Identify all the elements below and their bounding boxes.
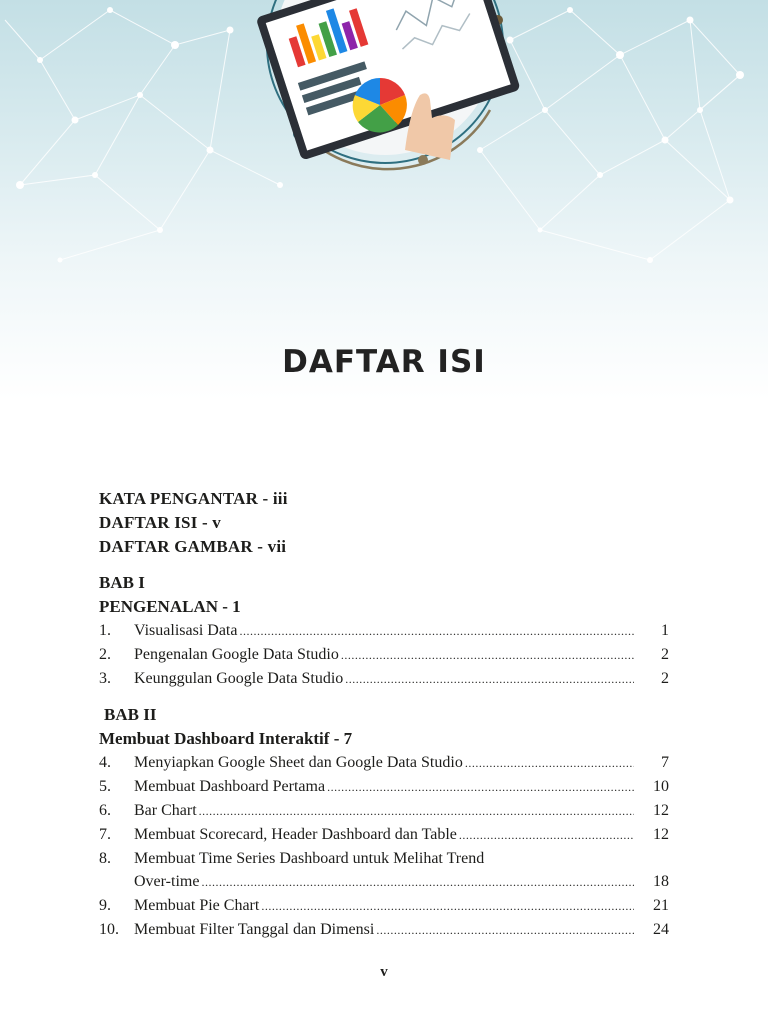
entry-page-number: 7 <box>661 754 669 771</box>
chapter-2 <box>99 703 671 942</box>
entry-number: 10. <box>99 921 119 938</box>
entry-number: 9. <box>99 897 111 914</box>
entry-page-number: 2 <box>661 646 669 663</box>
dot-leader <box>459 823 634 847</box>
toc-entry[interactable] <box>99 894 671 918</box>
entry-page-number: 10 <box>653 778 669 795</box>
entry-title: Bar Chart <box>134 802 197 819</box>
entry-number: 6. <box>99 802 111 819</box>
front-matter-item[interactable]: DAFTAR ISI - v <box>99 513 221 532</box>
toc-entry[interactable] <box>99 643 671 667</box>
toc-entry[interactable] <box>99 619 671 643</box>
entry-title: Menyiapkan Google Sheet dan Google Data Studio <box>134 754 463 771</box>
chapter-title[interactable]: Membuat Dashboard Interaktif - 7 <box>99 729 353 748</box>
front-matter-item[interactable]: KATA PENGANTAR - iii <box>99 489 288 508</box>
toc-entry[interactable] <box>99 847 671 894</box>
entry-page-number: 18 <box>653 873 669 890</box>
dot-leader <box>376 918 634 942</box>
entry-title: Membuat Scorecard, Header Dashboard dan Table <box>134 826 457 843</box>
dot-leader <box>261 894 634 918</box>
toc-entry[interactable] <box>99 799 671 823</box>
entry-title: Membuat Dashboard Pertama <box>134 778 326 795</box>
dot-leader <box>199 799 634 823</box>
entry-number: 8. <box>99 850 111 867</box>
chapter-number: BAB II <box>104 705 157 724</box>
entry-title: Keunggulan Google Data Studio <box>134 670 344 687</box>
entry-number: 4. <box>99 754 111 771</box>
front-matter <box>99 487 671 559</box>
network-graphic <box>0 0 768 400</box>
entry-number: 3. <box>99 670 111 687</box>
chapter-number: BAB I <box>99 573 145 592</box>
entry-page-number: 1 <box>661 622 669 639</box>
entry-number: 2. <box>99 646 111 663</box>
dot-leader <box>327 775 634 799</box>
entry-page-number: 2 <box>661 670 669 687</box>
table-of-contents <box>99 487 671 942</box>
dashboard-illustration <box>256 0 521 169</box>
chapter-title[interactable]: PENGENALAN - 1 <box>99 597 241 616</box>
entry-title: Pengenalan Google Data Studio <box>134 646 339 663</box>
dot-leader <box>201 870 634 894</box>
front-matter-item[interactable]: DAFTAR GAMBAR - vii <box>99 537 287 556</box>
entry-number: 5. <box>99 778 111 795</box>
page-title: DAFTAR ISI <box>282 344 486 380</box>
toc-entry[interactable] <box>99 667 671 691</box>
toc-entry[interactable] <box>99 751 671 775</box>
toc-entry[interactable] <box>99 918 671 942</box>
entry-title-continuation: Over-time <box>134 873 200 890</box>
chapter-1 <box>99 571 671 691</box>
entry-page-number: 12 <box>653 826 669 843</box>
entry-page-number: 24 <box>653 921 669 938</box>
entry-page-number: 21 <box>653 897 669 914</box>
dot-leader <box>239 619 634 643</box>
entry-title: Visualisasi Data <box>134 622 238 639</box>
header-banner <box>0 0 768 400</box>
toc-entry[interactable] <box>99 823 671 847</box>
entry-page-number: 12 <box>653 802 669 819</box>
dot-leader <box>465 751 634 775</box>
dot-leader <box>341 643 634 667</box>
entry-title: Membuat Time Series Dashboard untuk Melihat Trend <box>134 850 485 867</box>
entry-number: 1. <box>99 622 111 639</box>
entry-title: Membuat Filter Tanggal dan Dimensi <box>134 921 375 938</box>
toc-entry[interactable] <box>99 775 671 799</box>
dot-leader <box>345 667 634 691</box>
entry-title: Membuat Pie Chart <box>134 897 260 914</box>
entry-number: 7. <box>99 826 111 843</box>
page-number: v <box>380 964 388 980</box>
